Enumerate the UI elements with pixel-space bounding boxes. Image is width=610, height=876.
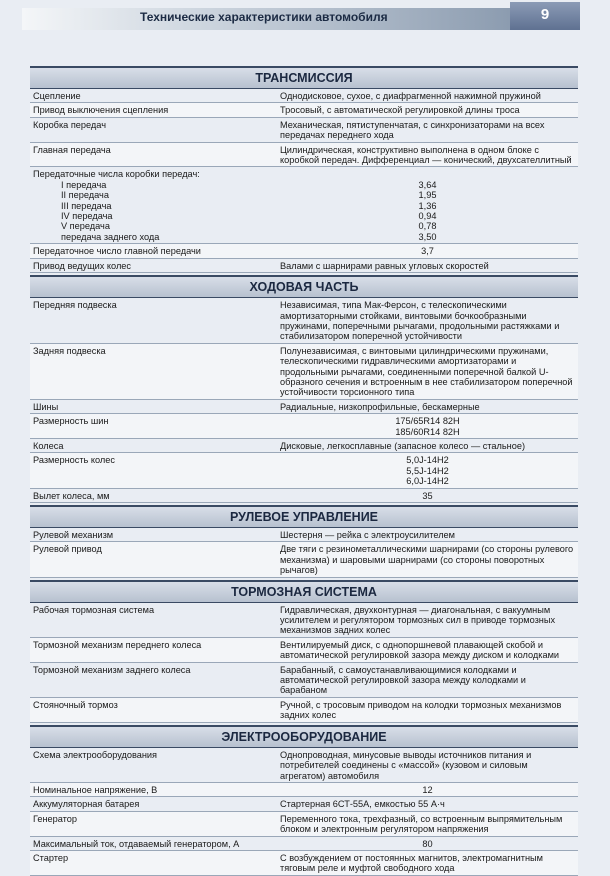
spec-value: 80 [422, 838, 433, 849]
spec-row [30, 489, 578, 503]
spec-label-text: Колеса [33, 440, 64, 451]
spec-label-text: Привод ведущих колес [33, 260, 132, 271]
spec-label [30, 298, 274, 343]
spec-label-text: Тормозной механизм переднего колеса [33, 639, 202, 650]
spec-row [30, 298, 578, 344]
spec-label [30, 143, 274, 167]
spec-row [30, 837, 578, 851]
spec-row [30, 400, 578, 414]
spec-row [30, 851, 578, 876]
spec-label-text: Рулевой механизм [33, 530, 114, 540]
spec-label-text: Номинальное напряжение, В [33, 784, 158, 795]
spec-row [30, 89, 578, 103]
spec-label-text: Коробка передач [33, 119, 106, 130]
spec-value: Стартерная 6СТ-55А, емкостью 55 А·ч [280, 799, 445, 810]
spec-label [30, 400, 274, 413]
spec-number: 6,0J-14H2 [406, 476, 449, 487]
spec-row [30, 414, 578, 439]
spec-label-text: Размерность шин [33, 416, 109, 427]
spec-row [30, 259, 578, 273]
section-title: ЭЛЕКТРООБОРУДОВАНИЕ [30, 725, 578, 748]
gear-label: передача заднего хода [61, 231, 160, 242]
gear-label: V передача [61, 221, 110, 232]
spec-label [30, 748, 274, 782]
section-title: РУЛЕВОЕ УПРАВЛЕНИЕ [30, 505, 578, 528]
spec-value: Однодисковое, сухое, с диафрагменной нажимной пружиной [280, 91, 541, 101]
page-header [0, 0, 610, 36]
spec-value: Дисковые, легкосплавные (запасное колесо — стальное) [280, 440, 526, 451]
spec-label [30, 103, 274, 116]
spec-label [30, 344, 274, 399]
spec-label [30, 783, 274, 796]
spec-label [30, 837, 274, 850]
spec-label-text: Размерность колес [33, 455, 115, 466]
spec-number: 5,0J-14H2 [406, 455, 449, 466]
spec-label-text: Сцепление [33, 91, 81, 101]
spec-value [274, 453, 578, 487]
spec-row [30, 453, 578, 488]
spec-label [30, 244, 274, 257]
spec-row [30, 797, 578, 811]
spec-label [30, 89, 274, 102]
spec-label [30, 118, 274, 142]
spec-value: Вентилируемый диск, с однопоршневой плавающей скобой и автоматической регулировкой зазора между диском и колодками [280, 639, 560, 661]
spec-number: 0,78 [418, 221, 437, 232]
spec-value: 35 [422, 490, 433, 501]
section-title: ТРАНСМИССИЯ [30, 66, 578, 89]
spec-row [30, 783, 578, 797]
spec-number: 0,94 [418, 211, 437, 222]
spec-table [30, 64, 578, 876]
spec-value: Тросовый, с автоматической регулировкой длины троса [280, 105, 520, 116]
spec-label [30, 812, 274, 836]
spec-label-text: Задняя подвеска [33, 345, 106, 356]
spec-label-text: Шины [33, 401, 59, 412]
spec-row [30, 542, 578, 577]
spec-label [30, 851, 274, 875]
spec-row [30, 663, 578, 698]
spec-row [30, 748, 578, 783]
gear-label: III передача [61, 200, 112, 211]
spec-number: 3,64 [418, 179, 437, 190]
spec-number: 1,95 [418, 190, 437, 201]
spec-value: Валами с шарнирами равных угловых скоростей [280, 260, 489, 271]
spec-row [30, 812, 578, 837]
spec-value: Две тяги с резинометаллическими шарнирами (со стороны рулевого механизма) и шаровыми шарнирами (со стороны поворотных рычагов) [280, 544, 574, 576]
page-title: Технические характеристики автомобиля [140, 10, 388, 24]
spec-value: Механическая, пятиступенчатая, с синхронизаторами на всех передачах переднего хода [280, 119, 545, 141]
spec-label-text: Главная передача [33, 144, 111, 155]
spec-label-text: Аккумуляторная батарея [33, 799, 140, 810]
spec-row [30, 118, 578, 143]
spec-value: Ручной, с тросовым приводом на колодки тормозных механизмов задних колес [280, 699, 562, 721]
page-number: 9 [540, 6, 550, 23]
spec-value: Цилиндрическая, конструктивно выполнена в одном блоке с коробкой передач. Дифференциал — конический, двухсателлитный [280, 144, 572, 166]
spec-number: 185/60R14 82H [395, 426, 460, 437]
spec-value: Полунезависимая, с винтовыми цилиндрическими пружинами, телескопическими гидравлическими амортизаторами и продольными рычагами, соединенными поперечной балкой U-образного сечения и встроенным в нее стабилизатором поперечной устойчивости торсионного типа [280, 345, 573, 398]
spec-label-text: Рулевой привод [33, 544, 102, 555]
spec-value: Барабанный, с самоустанавливающимися колодками и автоматической регулировкой зазора между колодками и барабаном [280, 664, 526, 696]
spec-label [30, 663, 274, 697]
page-number-box [510, 2, 580, 30]
spec-label-text: Схема электрооборудования [33, 749, 158, 760]
spec-row [30, 143, 578, 168]
spec-label [30, 489, 274, 502]
spec-row [30, 103, 578, 117]
spec-label-text: Вылет колеса, мм [33, 490, 110, 501]
spec-value: 3,7 [421, 246, 434, 257]
spec-row [30, 344, 578, 400]
spec-label [30, 603, 274, 637]
spec-label [30, 698, 274, 722]
spec-row [30, 528, 578, 542]
spec-label-text: Привод выключения сцепления [33, 105, 169, 116]
spec-label-text: Передняя подвеска [33, 300, 117, 311]
spec-label [30, 797, 274, 810]
spec-value [274, 167, 578, 243]
spec-label-text: Передаточные числа коробки передач: [33, 169, 200, 180]
spec-value: С возбуждением от постоянных магнитов, электромагнитным тяговым реле и муфтой свободного хода [280, 852, 543, 874]
spec-row [30, 603, 578, 638]
spec-row [30, 439, 578, 453]
spec-label [30, 259, 274, 272]
gear-label: II передача [61, 190, 109, 201]
spec-number: 1,36 [418, 200, 437, 211]
spec-label-text: Стартер [33, 852, 69, 863]
spec-label-text: Генератор [33, 813, 77, 824]
spec-label-text: Тормозной механизм заднего колеса [33, 664, 191, 675]
spec-label [30, 453, 274, 487]
spec-row [30, 167, 578, 244]
spec-value: 12 [422, 784, 433, 795]
spec-value: Шестерня — рейка с электроусилителем [280, 530, 455, 540]
spec-label [30, 528, 274, 541]
section-title: ТОРМОЗНАЯ СИСТЕМА [30, 580, 578, 603]
spec-value: Радиальные, низкопрофильные, бескамерные [280, 401, 480, 412]
spec-row [30, 698, 578, 723]
spec-number: 5,5J-14H2 [406, 465, 449, 476]
spec-number: 175/65R14 82H [395, 416, 460, 427]
spec-row [30, 244, 578, 258]
spec-label-text: Рабочая тормозная система [33, 604, 155, 615]
spec-label-text: Стояночный тормоз [33, 699, 118, 710]
spec-label [30, 167, 274, 243]
spec-value: Гидравлическая, двухконтурная — диагональная, с вакуумным усилителем и регулятором тормозных сил в приводе тормозных механизмов задних колес [280, 604, 556, 636]
spec-label [30, 414, 274, 438]
spec-label [30, 638, 274, 662]
spec-label-text: Передаточное число главной передачи [33, 246, 201, 257]
gear-label: I передача [61, 179, 107, 190]
spec-label [30, 542, 274, 576]
spec-value: Однопроводная, минусовые выводы источников питания и потребителей соединены с «массой» (кузовом и силовым агрегатом) автомобиля [280, 749, 532, 781]
spec-value: Независимая, типа Мак-Ферсон, с телескопическими амортизаторными стойками, винтовыми бочкообразными пружинами, поперечными рычагами, продольными растяжками и стабилизатором поперечной устойчивости [280, 300, 560, 342]
spec-label-text: Максимальный ток, отдаваемый генератором, А [33, 838, 240, 849]
gear-label: IV передача [61, 211, 113, 222]
spec-value [274, 414, 578, 438]
spec-number: 3,50 [418, 231, 437, 242]
section-title: ХОДОВАЯ ЧАСТЬ [30, 275, 578, 298]
spec-row [30, 638, 578, 663]
spec-label [30, 439, 274, 452]
spec-value: Переменного тока, трехфазный, со встроенным выпрямительным блоком и электронным регулятором напряжения [280, 813, 563, 835]
